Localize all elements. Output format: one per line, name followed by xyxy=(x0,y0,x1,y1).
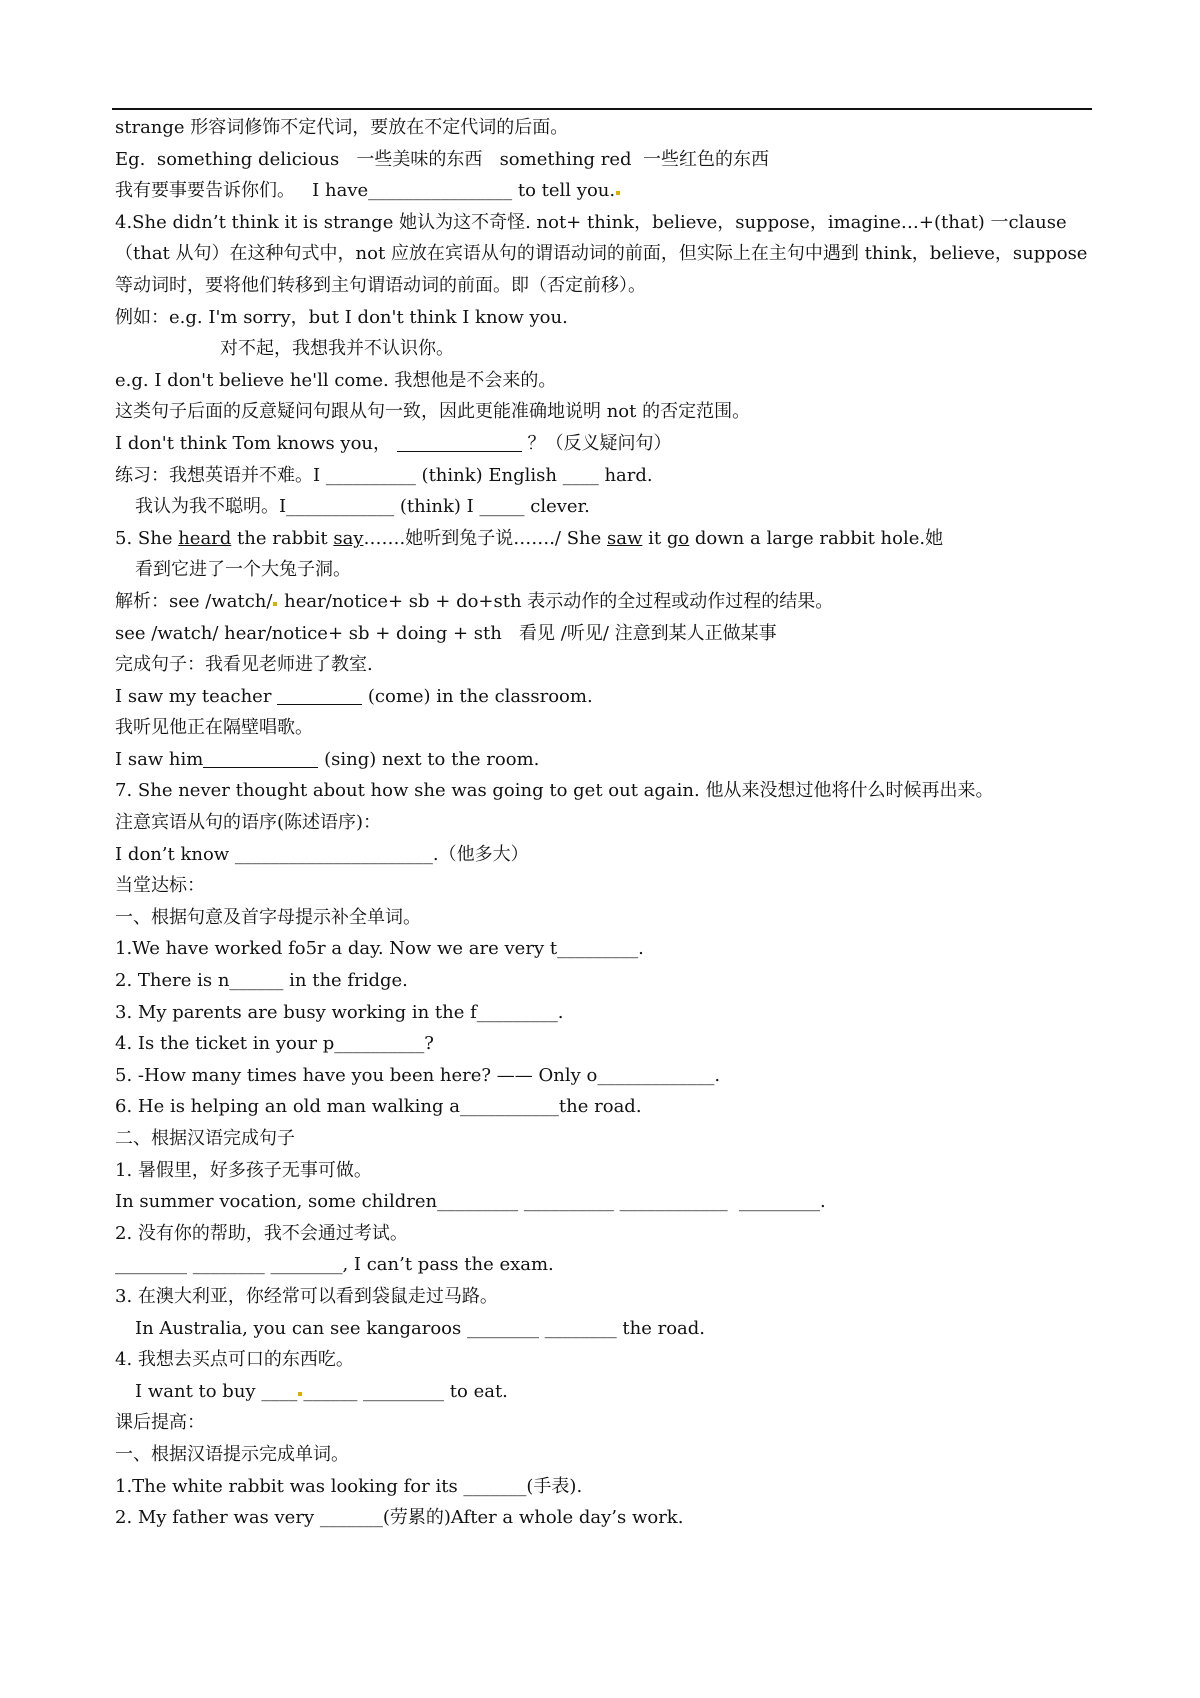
highlight-mark xyxy=(298,1392,302,1396)
text-paragraph: 4.She didn’t think it is strange 她认为这不奇怪. not+ think，believe，suppose，imagine…+(that) 一clause（that 从句）在这种句式中，not 应放在宾语从句的谓语动词的前面，但实际上在主句中遇到 think，believe，suppose 等动词时，要将他们转移到主句谓语动词的前面。即（否定前移）。 xyxy=(115,211,1088,296)
highlight-mark xyxy=(616,191,620,195)
highlight-mark xyxy=(273,602,277,606)
text-line: Eg. something delicious 一些美味的东西 something red 一些红色的东西 xyxy=(115,148,770,170)
exercise-item: 6. He is helping an old man walking a___________the road. xyxy=(115,1096,642,1118)
section-heading: 当堂达标： xyxy=(115,875,205,897)
section-heading: 一、根据汉语提示完成单词。 xyxy=(115,1443,349,1465)
text-line: 解析：see /watch/ hear/notice+ sb + do+sth 表示动作的全过程或动作过程的结果。 xyxy=(115,590,834,612)
exercise-item: 2. There is n______ in the fridge. xyxy=(115,970,408,992)
exercise-item: 4. Is the ticket in your p__________? xyxy=(115,1033,434,1055)
exercise-item: 2. My father was very _______(劳累的)After a whole day’s work. xyxy=(115,1507,684,1529)
text-line: 看到它进了一个大兔子洞。 xyxy=(135,559,351,581)
header-rule xyxy=(112,108,1092,110)
text-line: 这类句子后面的反意疑问句跟从句一致，因此更能准确地说明 not 的否定范围。 xyxy=(115,401,751,423)
text-line: 练习：我想英语并不难。I __________ (think) English ____ hard. xyxy=(115,464,653,486)
text-line: 完成句子：我看见老师进了教室. xyxy=(115,654,373,676)
answer-blank[interactable] xyxy=(277,684,362,705)
text-line: I saw him (sing) next to the room. xyxy=(115,748,540,770)
section-heading: 一、根据句意及首字母提示补全单词。 xyxy=(115,906,421,928)
text-line: I don't think Tom knows you， ？（反义疑问句） xyxy=(115,432,672,454)
answer-blank[interactable] xyxy=(397,431,522,452)
text-line: 我有要事要告诉你们。 I have________________ to tell you. xyxy=(115,175,1095,207)
exercise-item: 5. -How many times have you been here? —— Only o_____________. xyxy=(115,1064,721,1086)
section-heading: 二、根据汉语完成句子 xyxy=(115,1128,295,1149)
exercise-item: 1.The white rabbit was looking for its _______(手表). xyxy=(115,1475,583,1497)
text-line: 例如：e.g. I'm sorry，but I don't think I know you. xyxy=(115,306,568,328)
text-line: 5. She heard the rabbit say…….她听到兔子说……./ She saw it go down a large rabbit hole.她 xyxy=(115,527,944,549)
text-line: 对不起，我想我并不认识你。 xyxy=(220,338,454,360)
text-line: 我认为我不聪明。I____________ (think) I _____ clever. xyxy=(135,496,590,518)
exercise-item: 1. 暑假里，好多孩子无事可做。 xyxy=(115,1159,372,1181)
exercise-item: I want to buy ____ ______ _________ to eat. xyxy=(135,1380,508,1402)
exercise-item: 3. My parents are busy working in the f_________. xyxy=(115,1001,564,1023)
text-line: see /watch/ hear/notice+ sb + doing + sth 看见 /听见/ 注意到某人正做某事 xyxy=(115,622,777,644)
exercise-item: ________ ________ ________, I can’t pass the exam. xyxy=(115,1254,554,1276)
text-paragraph: 7. She never thought about how she was going to get out again. 他从来没想过他将什么时候再出来。 xyxy=(115,780,994,802)
text-line: I saw my teacher (come) in the classroom. xyxy=(115,685,593,707)
text-line: 注意宾语从句的语序(陈述语序)： xyxy=(115,812,382,834)
exercise-item: In summer vocation, some children_________ __________ ____________ _________. xyxy=(115,1191,826,1213)
section-heading: 课后提高： xyxy=(115,1412,205,1434)
text-line: I don’t know ______________________.（他多大） xyxy=(115,843,529,865)
document-body xyxy=(115,112,1095,1534)
exercise-item: In Australia, you can see kangaroos ________ ________ the road. xyxy=(135,1317,706,1339)
exercise-item: 2. 没有你的帮助，我不会通过考试。 xyxy=(115,1222,408,1244)
text-line: e.g. I don't believe he'll come. 我想他是不会来的。 xyxy=(115,369,557,391)
text-line: 我听见他正在隔壁唱歌。 xyxy=(115,717,313,739)
exercise-item: 4. 我想去买点可口的东西吃。 xyxy=(115,1349,354,1371)
text-line: strange 形容词修饰不定代词，要放在不定代词的后面。 xyxy=(115,117,569,138)
exercise-item: 1.We have worked fo5r a day. Now we are very t_________. xyxy=(115,938,644,960)
exercise-item: 3. 在澳大利亚，你经常可以看到袋鼠走过马路。 xyxy=(115,1285,498,1307)
answer-blank[interactable] xyxy=(203,747,318,768)
